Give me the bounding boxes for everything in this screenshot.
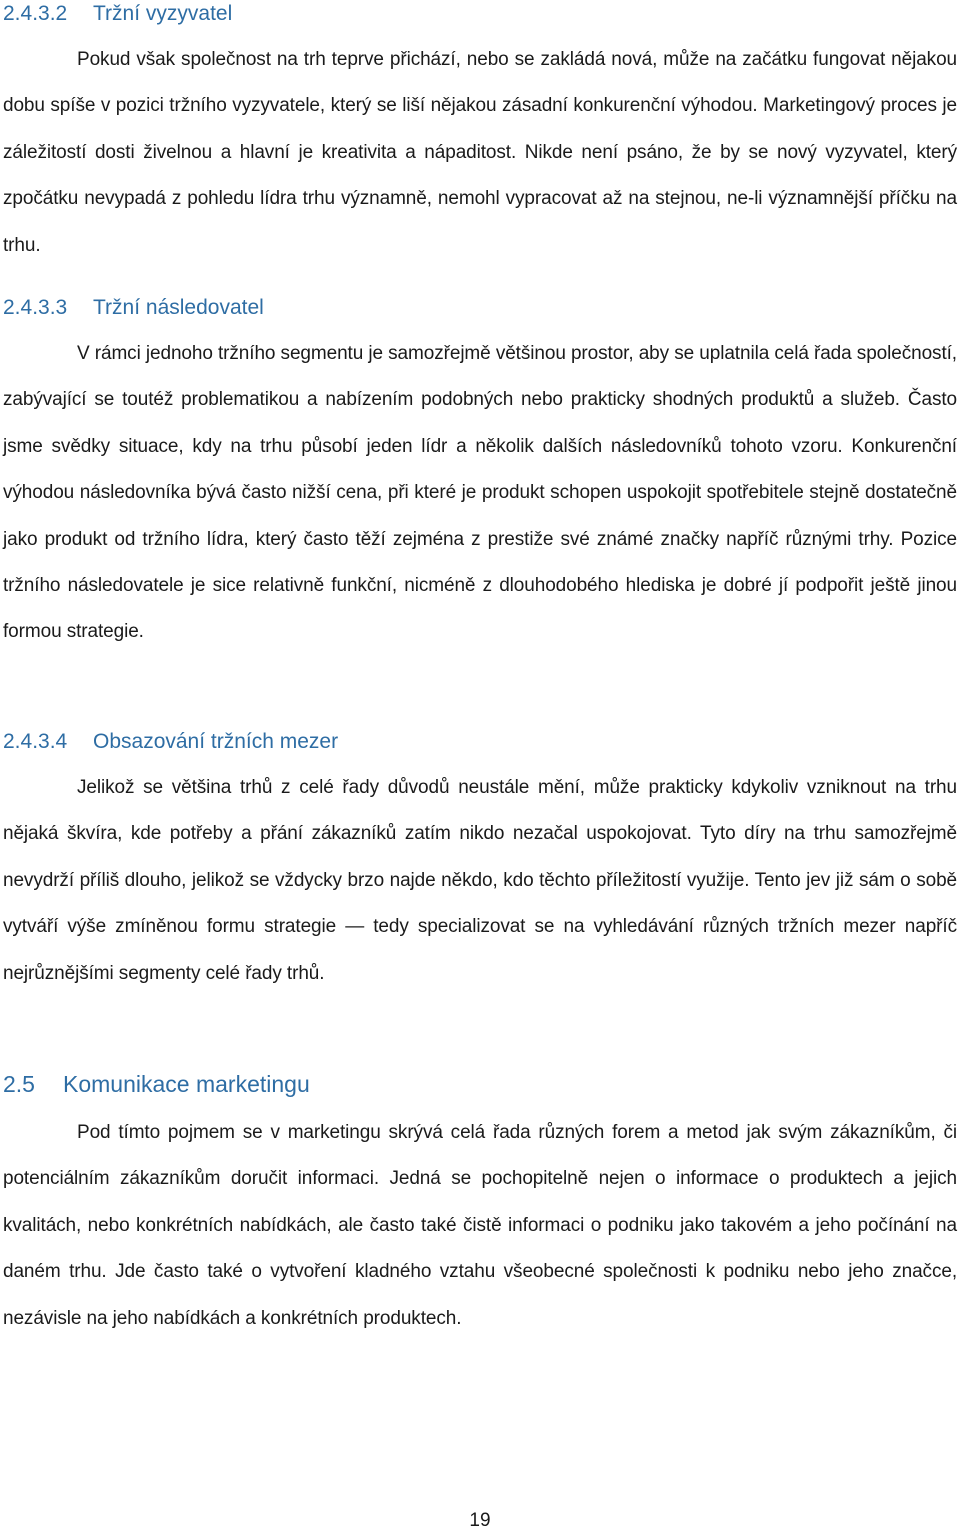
section-heading-2-4-3-2 xyxy=(3,0,232,28)
section-title: Tržní následovatel xyxy=(93,296,264,319)
page-number: 19 xyxy=(469,1510,491,1531)
section-number: 2.4.3.3 xyxy=(3,296,68,319)
section-title: Obsazování tržních mezer xyxy=(93,730,339,753)
section-heading-2-4-3-3 xyxy=(3,294,264,322)
section-heading-2-4-3-4 xyxy=(3,728,338,756)
section-paragraph-2-4-3-2: Pokud však společnost na trh teprve přichází, nebo se zakládá nová, může na začátku fungovat nějakou dobu spíše v pozici tržního vyzyvatele, který se liší nějakou zásadní konkurenční výhodou. Marketingový proces je záležitostí dosti živelnou a hlavní je kreativita a nápaditost. Nikde není psáno, že by se nový vyzyvatel, který zpočátku nevypadá z pohledu lídra trhu významně, nemohl vypracovat až na stejnou, ne-li významnější příčku na trhu. xyxy=(3,49,957,256)
section-paragraph-2-4-3-3: V rámci jednoho tržního segmentu je samozřejmě většinou prostor, aby se uplatnila celá řada společností, zabývající se toutéž problematikou a nabízením podobných nebo prakticky shodných produktů a služeb. Často jsme svědky situace, kdy na trhu působí jeden lídr a několik dalších následovníků tohoto vzoru. Konkurenční výhodou následovníka bývá často nižší cena, při které je produkt schopen uspokojit spotřebitele stejně dostatečně jako produkt od tržního lídra, který často těží zejména z prestiže své známé značky napříč různými trhy. Pozice tržního následovatele je sice relativně funkční, nicméně z dlouhodobého hlediska je dobré jí podpořit ještě jinou formou strategie. xyxy=(3,343,957,643)
section-number: 2.4.3.4 xyxy=(3,730,68,753)
section-number: 2.5 xyxy=(3,1071,35,1097)
section-title: Tržní vyzyvatel xyxy=(93,2,233,25)
section-heading-2-5 xyxy=(3,1069,310,1099)
section-paragraph-2-5: Pod tímto pojmem se v marketingu skrývá celá řada různých forem a metod jak svým zákazníkům, či potenciálním zákazníkům doručit informaci. Jedná se pochopitelně nejen o informace o produktech a jejich kvalitách, nebo konkrétních nabídkách, ale často také čistě informaci o podniku jako takovém a jeho počínání na daném trhu. Jde často také o vytvoření kladného vztahu všeobecné společnosti k podniku nebo jeho značce, nezávisle na jeho nabídkách a konkrétních produktech. xyxy=(3,1122,957,1329)
section-number: 2.4.3.2 xyxy=(3,2,68,25)
section-title: Komunikace marketingu xyxy=(63,1071,310,1097)
section-paragraph-2-4-3-4: Jelikož se většina trhů z celé řady důvodů neustále mění, může prakticky kdykoliv vzniknout na trhu nějaká škvíra, kde potřeby a přání zákazníků zatím nikdo nezačal uspokojovat. Tyto díry na trhu samozřejmě nevydrží příliš dlouho, jelikož se vždycky brzo najde někdo, kdo těchto příležitostí využije. Tento jev již sám o sobě vytváří výše zmíněnou formu strategie — tedy specializovat se na vyhledávání různých tržních mezer napříč nejrůznějšími segmenty celé řady trhů. xyxy=(3,777,957,984)
